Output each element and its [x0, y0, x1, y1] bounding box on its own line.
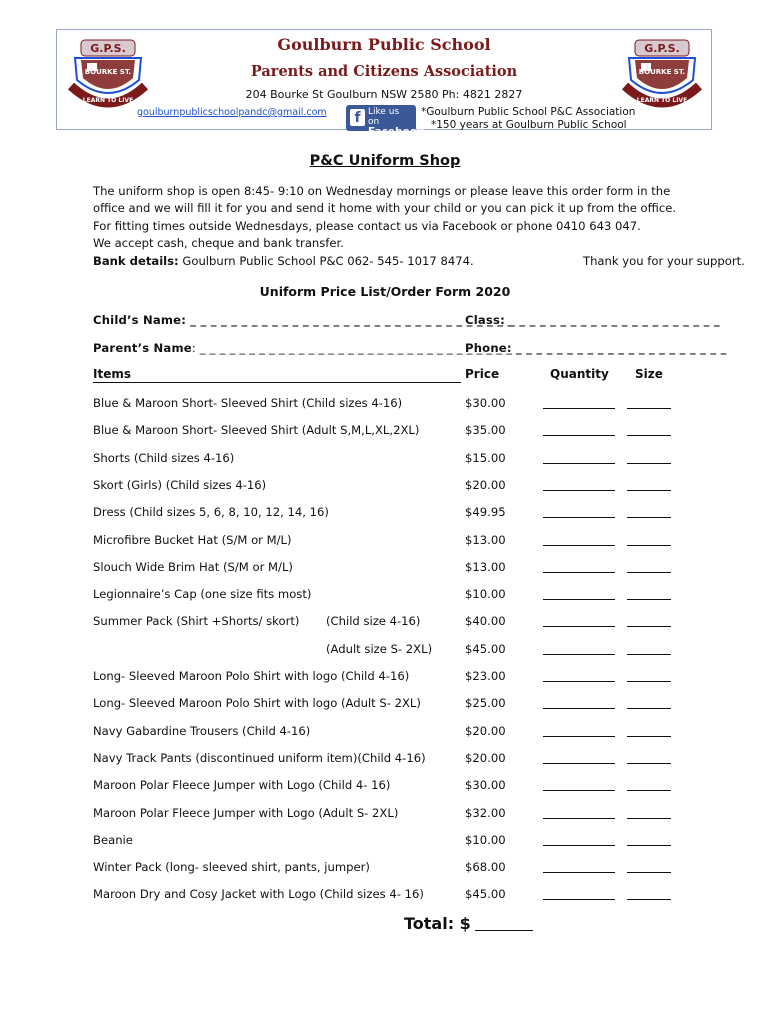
item-name: Summer Pack (Shirt +Shorts/ skort) [93, 614, 300, 629]
item-price: $45.00 [465, 641, 506, 656]
class-field[interactable]: Class: _ _ _ _ _ _ _ _ _ _ _ _ _ _ _ _ _ _ _ _ _ [465, 313, 720, 327]
intro-line: The uniform shop is open 8:45- 9:10 on Wednesday mornings or please leave this order form in the [93, 184, 671, 198]
bank-details-value: Goulburn Public School P&C 062- 545- 1017 8474. [178, 253, 474, 268]
item-name: Skort (Girls) (Child sizes 4-16) [93, 477, 267, 492]
item-price: $30.00 [465, 396, 506, 410]
total-blank[interactable] [475, 930, 533, 931]
crest-street-text: BOURKE ST. [84, 68, 132, 76]
size-blank[interactable] [627, 463, 671, 464]
item-row [93, 778, 693, 796]
size-blank[interactable] [627, 490, 671, 491]
size-blank[interactable] [627, 899, 671, 900]
item-price: $13.00 [465, 532, 506, 547]
quantity-blank[interactable] [543, 845, 615, 846]
parent-name-field[interactable] [93, 341, 512, 355]
document-title: P&C Uniform Shop [309, 153, 461, 169]
size-blank[interactable] [627, 408, 671, 409]
item-row [93, 887, 693, 905]
item-size-note: (Child size 4-16) [326, 614, 421, 629]
item-row [93, 751, 693, 769]
quantity-blank[interactable] [543, 572, 615, 573]
item-price: $15.00 [465, 450, 506, 465]
item-price: $45.00 [465, 887, 506, 902]
quantity-blank[interactable] [543, 517, 615, 518]
quantity-blank[interactable] [543, 818, 615, 819]
size-blank[interactable] [627, 545, 671, 546]
assoc-note-1: *Goulburn Public School P&C Association [421, 106, 636, 118]
item-row [93, 533, 693, 551]
item-name: Microfibre Bucket Hat (S/M or M/L) [93, 532, 292, 547]
item-price: $32.00 [465, 805, 506, 820]
association-notes [421, 106, 635, 132]
item-price: $40.00 [465, 614, 506, 629]
item-name: Winter Pack (long- sleeved shirt, pants, jumper) [93, 860, 370, 875]
item-size-note: (Adult size S- 2XL) [326, 641, 433, 656]
item-price: $20.00 [465, 477, 506, 492]
size-blank[interactable] [627, 599, 671, 600]
header-rule [93, 382, 461, 383]
thank-you-note: Thank you for your support. [583, 253, 745, 268]
facebook-icon: f [350, 109, 365, 126]
item-name: Shorts (Child sizes 4-16) [93, 450, 235, 465]
item-price: $20.00 [465, 750, 506, 765]
size-blank[interactable] [627, 681, 671, 682]
order-total [404, 914, 533, 933]
item-name: Long- Sleeved Maroon Polo Shirt with logo (Child 4-16) [93, 669, 410, 683]
column-header-quantity: Quantity [550, 367, 609, 381]
quantity-blank[interactable] [543, 681, 615, 682]
column-header-price: Price [465, 367, 500, 381]
item-row [93, 451, 693, 469]
column-header-size: Size [635, 367, 663, 381]
item-name: Long- Sleeved Maroon Polo Shirt with logo (Adult S- 2XL) [93, 696, 421, 711]
crest-motto-text: LEARN TO LIVE [82, 97, 134, 104]
quantity-blank[interactable] [543, 408, 615, 409]
bank-details-label: Bank details: [93, 253, 179, 268]
item-name: Beanie [93, 832, 133, 847]
item-row [93, 806, 693, 824]
item-name: Blue & Maroon Short- Sleeved Shirt (Child sizes 4-16) [93, 396, 403, 410]
intro-paragraph [93, 183, 745, 270]
facebook-big-text: Facebook [368, 126, 424, 138]
size-blank[interactable] [627, 626, 671, 627]
item-name: Maroon Polar Fleece Jumper with Logo (Child 4- 16) [93, 778, 391, 793]
item-row [93, 642, 693, 660]
item-price: $35.00 [465, 423, 506, 438]
item-row [93, 696, 693, 714]
crest-motto-text: LEARN TO LIVE [636, 97, 688, 104]
item-name: Blue & Maroon Short- Sleeved Shirt (Adult S,M,L,XL,2XL) [93, 423, 420, 438]
parent-name-label: Parent’s Name [93, 341, 192, 355]
school-address: 204 Bourke St Goulburn NSW 2580 Ph: 4821 2827 [245, 88, 523, 98]
quantity-blank[interactable] [543, 899, 615, 900]
item-row [93, 505, 693, 523]
item-price: $25.00 [465, 696, 506, 711]
quantity-blank[interactable] [543, 626, 615, 627]
quantity-blank[interactable] [543, 736, 615, 737]
size-blank[interactable] [627, 818, 671, 819]
facebook-badge[interactable] [346, 105, 424, 138]
intro-line: For fitting times outside Wednesdays, please contact us via Facebook or phone 0410 643 047. [93, 218, 641, 233]
quantity-blank[interactable] [543, 599, 615, 600]
assoc-note-2: *150 years at Goulburn Public School [431, 119, 627, 131]
item-price: $10.00 [465, 587, 506, 602]
association-name: Parents and Citizens Association [250, 63, 518, 80]
item-name: Maroon Polar Fleece Jumper with Logo (Adult S- 2XL) [93, 805, 399, 820]
school-crest-logo-right [621, 36, 703, 114]
item-row [93, 724, 693, 742]
quantity-blank[interactable] [543, 763, 615, 764]
quantity-blank[interactable] [543, 708, 615, 709]
item-price: $13.00 [465, 559, 506, 574]
item-row [93, 423, 693, 441]
crest-street-text: BOURKE ST. [638, 68, 686, 76]
item-price: $10.00 [465, 832, 506, 847]
item-row [93, 478, 693, 496]
item-name: Navy Gabardine Trousers (Child 4-16) [93, 723, 311, 738]
item-price: $20.00 [465, 723, 506, 738]
size-blank[interactable] [627, 517, 671, 518]
bank-details-line [93, 253, 745, 270]
item-row [93, 560, 693, 578]
child-name-field[interactable]: Child’s Name: _ _ _ _ _ _ _ _ _ _ _ _ _ _ _ _ _ _ _ _ _ _ _ _ _ _ _ _ _ _ _ _ [93, 313, 514, 327]
item-name: Maroon Dry and Cosy Jacket with Logo (Child sizes 4- 16) [93, 887, 424, 902]
crest-gps-text: G.P.S. [90, 42, 126, 55]
contact-email-link[interactable]: goulburnpublicschoolpandc@gmail.com [137, 107, 327, 118]
column-header-items: Items [93, 367, 131, 381]
quantity-blank[interactable] [543, 435, 615, 436]
item-row [93, 396, 693, 414]
intro-line: We accept cash, cheque and bank transfer. [93, 236, 344, 251]
parent-name-blank: : _ _ _ _ _ _ _ _ _ _ _ _ _ _ _ _ _ _ _ _ _ _ _ _ _ _ _ _ _ _ _ _ [191, 341, 513, 355]
total-label: Total: $ [404, 914, 471, 933]
size-blank[interactable] [627, 435, 671, 436]
intro-line: office and we will fill it for you and send it home with your child or you can pick it up from the office. [93, 201, 677, 216]
item-name: Navy Track Pants (discontinued uniform item)(Child 4-16) [93, 750, 426, 765]
item-price: $23.00 [465, 669, 506, 683]
size-blank[interactable] [627, 572, 671, 573]
facebook-small-text: Like us on [368, 107, 400, 127]
school-name: Goulburn Public School [277, 35, 491, 54]
size-blank[interactable] [627, 790, 671, 791]
crest-gps-text: G.P.S. [644, 42, 680, 55]
item-row [93, 833, 693, 851]
item-price: $30.00 [465, 778, 506, 793]
item-row [93, 669, 693, 687]
item-name: Slouch Wide Brim Hat (S/M or M/L) [93, 559, 293, 574]
quantity-blank[interactable] [543, 463, 615, 464]
item-row [93, 614, 693, 632]
quantity-blank[interactable] [543, 545, 615, 546]
letterhead [56, 29, 712, 138]
size-blank[interactable] [627, 708, 671, 709]
item-price: $68.00 [465, 860, 506, 875]
form-title: Uniform Price List/Order Form 2020 [259, 284, 511, 299]
size-blank[interactable] [627, 872, 671, 873]
quantity-blank[interactable] [543, 490, 615, 491]
item-row [93, 587, 693, 605]
quantity-blank[interactable] [543, 654, 615, 655]
size-blank[interactable] [627, 763, 671, 764]
size-blank[interactable] [627, 736, 671, 737]
item-name: Legionnaire’s Cap (one size fits most) [93, 587, 312, 602]
item-row [93, 860, 693, 878]
size-blank[interactable] [627, 845, 671, 846]
phone-field[interactable]: Phone: _ _ _ _ _ _ _ _ _ _ _ _ _ _ _ _ _ _ _ _ _ [465, 341, 727, 355]
quantity-blank[interactable] [543, 872, 615, 873]
item-price: $49.95 [465, 505, 506, 520]
item-name: Dress (Child sizes 5, 6, 8, 10, 12, 14, 16) [93, 505, 329, 520]
size-blank[interactable] [627, 654, 671, 655]
quantity-blank[interactable] [543, 790, 615, 791]
